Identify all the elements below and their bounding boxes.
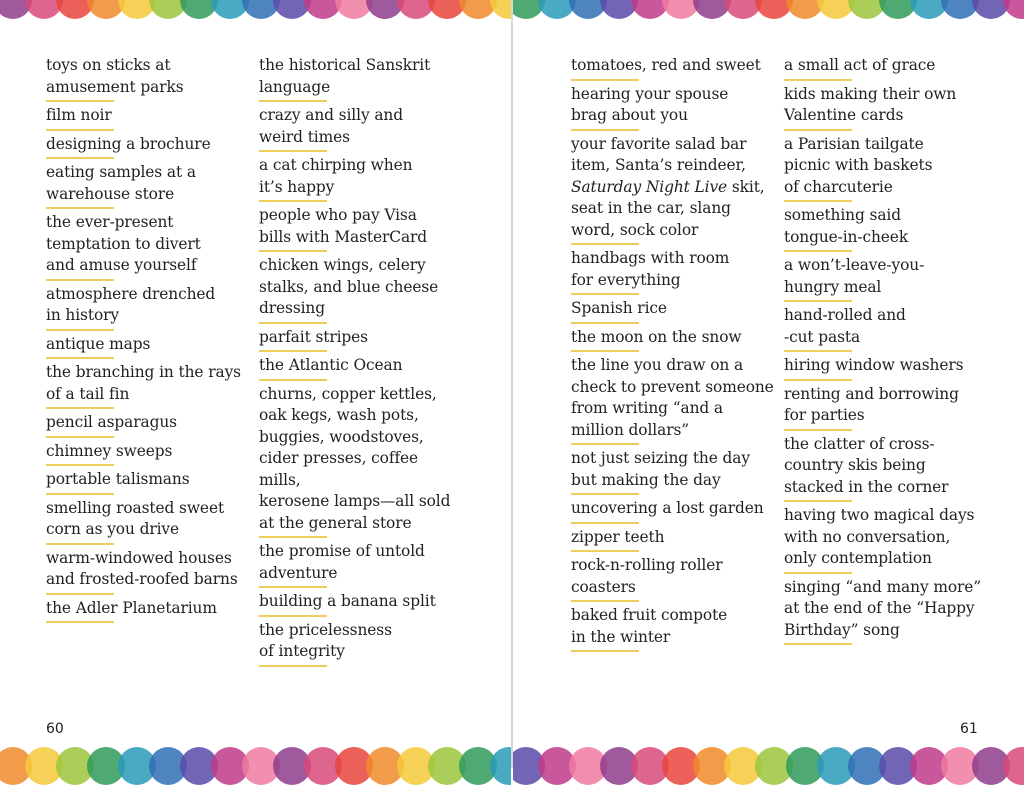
- list-item: warm-windowed houses and frosted-roofed barns: [46, 545, 251, 595]
- list-item: a cat chirping when it’s happy: [259, 152, 464, 202]
- decorative-dot: [490, 0, 511, 19]
- list-item: churns, copper kettles, oak kegs, wash pots, buggies, woodstoves, cider presses, coffee mills, kerosene lamps—all sold at the general store: [259, 381, 464, 539]
- list-item: film noir: [46, 102, 251, 131]
- decorative-dot: [1003, 0, 1024, 19]
- list-item: hiring window washers: [784, 352, 989, 381]
- list-item: eating samples at a warehouse store: [46, 159, 251, 209]
- list-item: the line you draw on a check to prevent someone from writing “and a million dollars”: [571, 352, 776, 445]
- list-item: toys on sticks at amusement parks: [46, 52, 251, 102]
- list-item: antique maps: [46, 331, 251, 360]
- list-item: the pricelessness of integrity: [259, 617, 464, 667]
- page-number: 61: [960, 721, 978, 737]
- decorative-dot: [1003, 747, 1024, 785]
- list-item: crazy and silly and weird times: [259, 102, 464, 152]
- list-item: hearing your spouse brag about you: [571, 81, 776, 131]
- list-item: people who pay Visa bills with MasterCard: [259, 202, 464, 252]
- list-item: the Atlantic Ocean: [259, 352, 464, 381]
- list-item: rock-n-rolling roller coasters: [571, 552, 776, 602]
- top-dot-border: [0, 0, 511, 20]
- list-item: the ever-present temptation to divert and amuse yourself: [46, 209, 251, 281]
- top-dot-border: [513, 0, 1024, 20]
- left-page-column-2: [259, 52, 464, 667]
- list-item: a Parisian tailgate picnic with baskets of charcuterie: [784, 131, 989, 203]
- list-item: Spanish rice: [571, 295, 776, 324]
- list-item: uncovering a lost garden: [571, 495, 776, 524]
- list-item: a won’t-leave-you- hungry meal: [784, 252, 989, 302]
- list-item: portable talismans: [46, 466, 251, 495]
- list-item: singing “and many more” at the end of the “Happy Birthday” song: [784, 574, 989, 646]
- list-item: baked fruit compote in the winter: [571, 602, 776, 652]
- italic-title: Saturday Night Live: [571, 177, 728, 196]
- list-item: the moon on the snow: [571, 324, 776, 353]
- bottom-dot-border: [0, 746, 511, 786]
- list-item: the clatter of cross- country skis being stacked in the corner: [784, 431, 989, 503]
- list-item: parfait stripes: [259, 324, 464, 353]
- list-item: the promise of untold adventure: [259, 538, 464, 588]
- list-item: atmosphere drenched in history: [46, 281, 251, 331]
- list-item: kids making their own Valentine cards: [784, 81, 989, 131]
- list-item: the Adler Planetarium: [46, 595, 251, 624]
- left-page-column-1: [46, 52, 251, 623]
- list-item: smelling roasted sweet corn as you drive: [46, 495, 251, 545]
- right-page: [513, 0, 1024, 768]
- list-item: the historical Sanskrit language: [259, 52, 464, 102]
- decorative-dot: [490, 747, 511, 785]
- list-item: the branching in the rays of a tail fin: [46, 359, 251, 409]
- list-item: not just seizing the day but making the day: [571, 445, 776, 495]
- list-item: zipper teeth: [571, 524, 776, 553]
- bottom-dot-border: [513, 746, 1024, 786]
- list-item: hand-rolled and -cut pasta: [784, 302, 989, 352]
- list-item: handbags with room for everything: [571, 245, 776, 295]
- list-item: renting and borrowing for parties: [784, 381, 989, 431]
- list-item: designing a brochure: [46, 131, 251, 160]
- page-number: 60: [46, 721, 64, 737]
- list-item: building a banana split: [259, 588, 464, 617]
- list-item: your favorite salad bar item, Santa’s reindeer, Saturday Night Live skit, seat in the car, slang word, sock color: [571, 131, 776, 246]
- list-item: a small act of grace: [784, 52, 989, 81]
- right-page-column-1: [571, 52, 776, 652]
- left-page: [0, 0, 511, 768]
- list-item: tomatoes, red and sweet: [571, 52, 776, 81]
- list-item: something said tongue-in-cheek: [784, 202, 989, 252]
- list-item: having two magical days with no conversation, only contemplation: [784, 502, 989, 574]
- right-page-column-2: [784, 52, 989, 645]
- list-item: chimney sweeps: [46, 438, 251, 467]
- list-item: pencil asparagus: [46, 409, 251, 438]
- list-item: chicken wings, celery stalks, and blue cheese dressing: [259, 252, 464, 324]
